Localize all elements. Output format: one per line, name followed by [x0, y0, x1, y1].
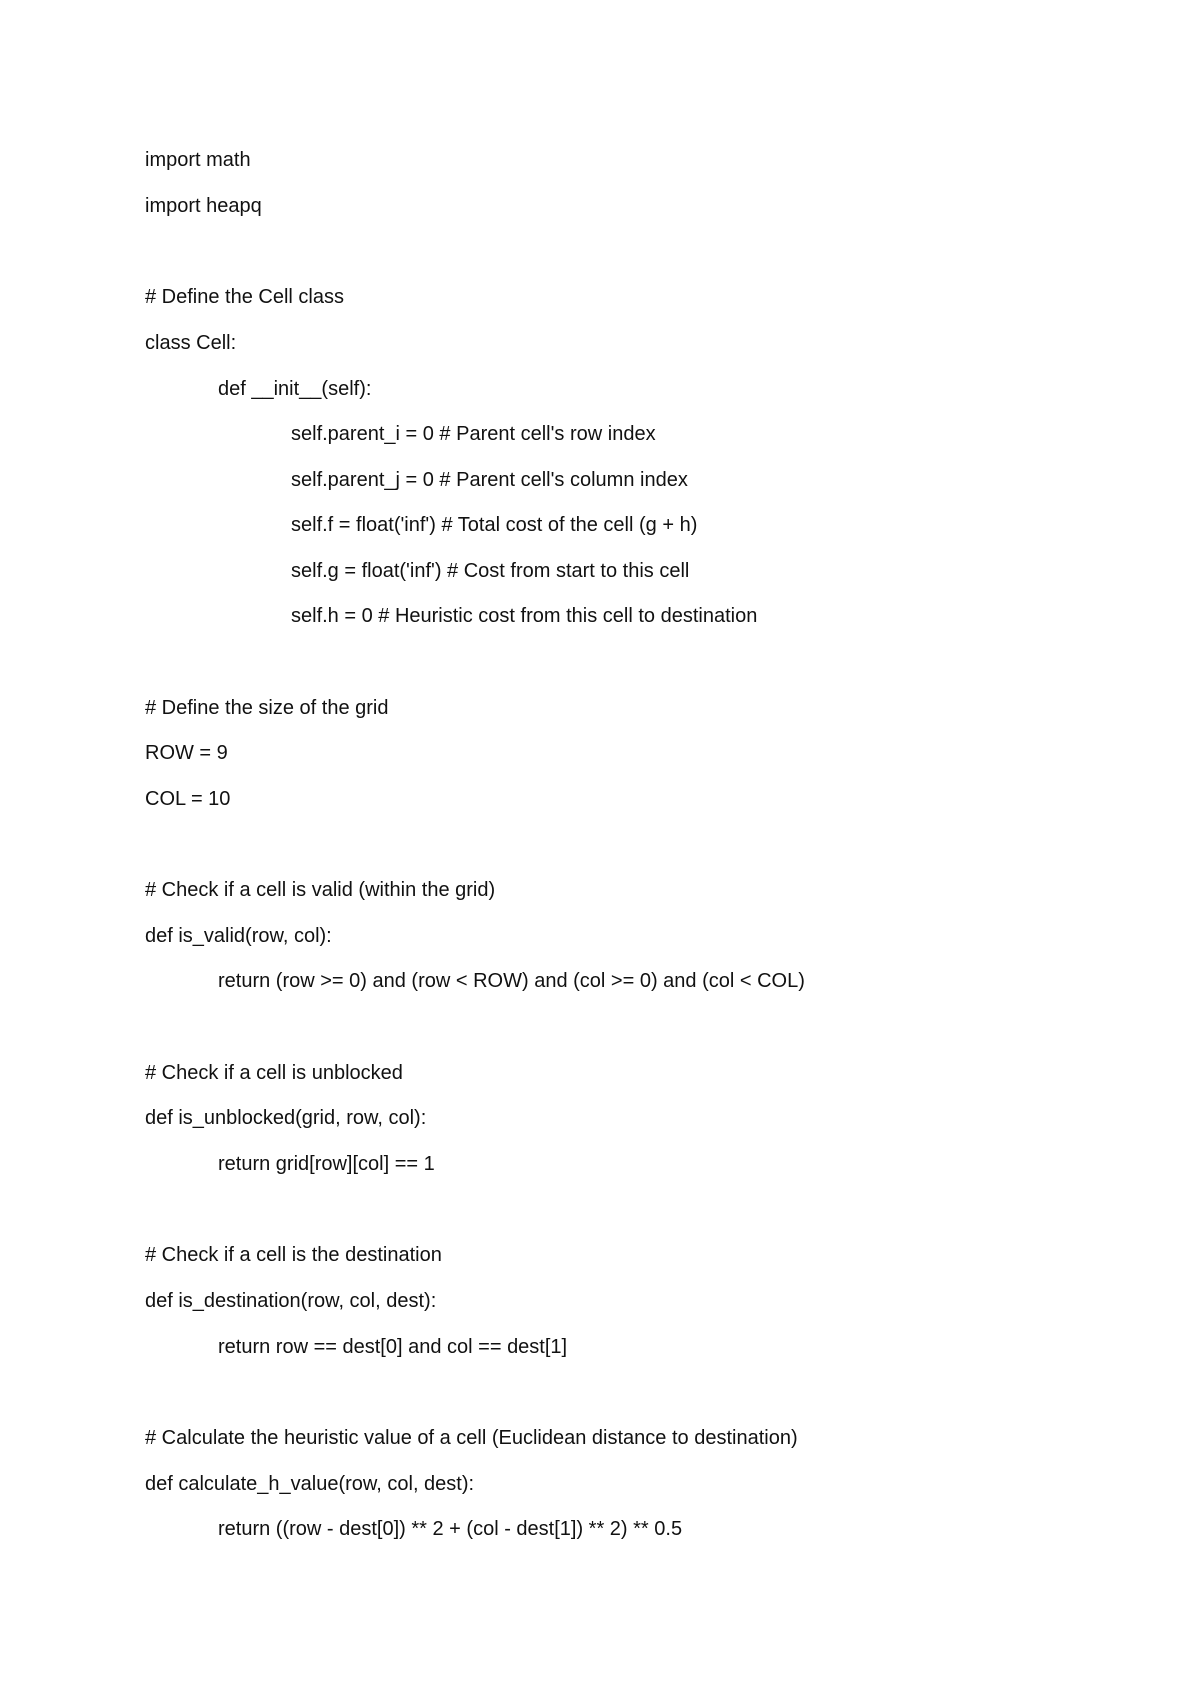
code-line-parent-j: self.parent_j = 0 # Parent cell's column index	[291, 469, 688, 491]
code-line-parent-i: self.parent_i = 0 # Parent cell's row index	[291, 423, 656, 445]
code-line-def-is-valid: def is_valid(row, col):	[145, 925, 332, 947]
code-line-calculate-h-return: return ((row - dest[0]) ** 2 + (col - dest[1]) ** 2) ** 0.5	[218, 1518, 683, 1540]
code-line-import-math: import math	[145, 149, 251, 171]
comment-heuristic: # Calculate the heuristic value of a cell (Euclidean distance to destination)	[145, 1427, 798, 1449]
code-line-is-unblocked-return: return grid[row][col] == 1	[218, 1153, 435, 1175]
code-line-self-h: self.h = 0 # Heuristic cost from this cell to destination	[291, 605, 758, 627]
code-line-def-is-unblocked: def is_unblocked(grid, row, col):	[145, 1107, 427, 1129]
code-line-def-init: def __init__(self):	[218, 378, 372, 400]
code-line-self-g: self.g = float('inf') # Cost from start to this cell	[291, 560, 690, 582]
code-line-def-is-destination: def is_destination(row, col, dest):	[145, 1290, 437, 1312]
code-line-class-cell: class Cell:	[145, 332, 237, 354]
comment-is-destination: # Check if a cell is the destination	[145, 1244, 442, 1266]
code-line-col: COL = 10	[145, 788, 231, 810]
code-line-is-valid-return: return (row >= 0) and (row < ROW) and (col >= 0) and (col < COL)	[218, 970, 805, 992]
code-line-is-destination-return: return row == dest[0] and col == dest[1]	[218, 1336, 568, 1358]
code-line-row: ROW = 9	[145, 742, 228, 764]
code-line-self-f: self.f = float('inf') # Total cost of the cell (g + h)	[291, 514, 698, 536]
comment-grid-size: # Define the size of the grid	[145, 697, 389, 719]
code-line-def-calculate-h: def calculate_h_value(row, col, dest):	[145, 1473, 475, 1495]
comment-define-cell-class: # Define the Cell class	[145, 286, 344, 308]
code-line-import-heapq: import heapq	[145, 195, 262, 217]
comment-is-valid: # Check if a cell is valid (within the grid)	[145, 879, 496, 901]
comment-is-unblocked: # Check if a cell is unblocked	[145, 1062, 403, 1084]
